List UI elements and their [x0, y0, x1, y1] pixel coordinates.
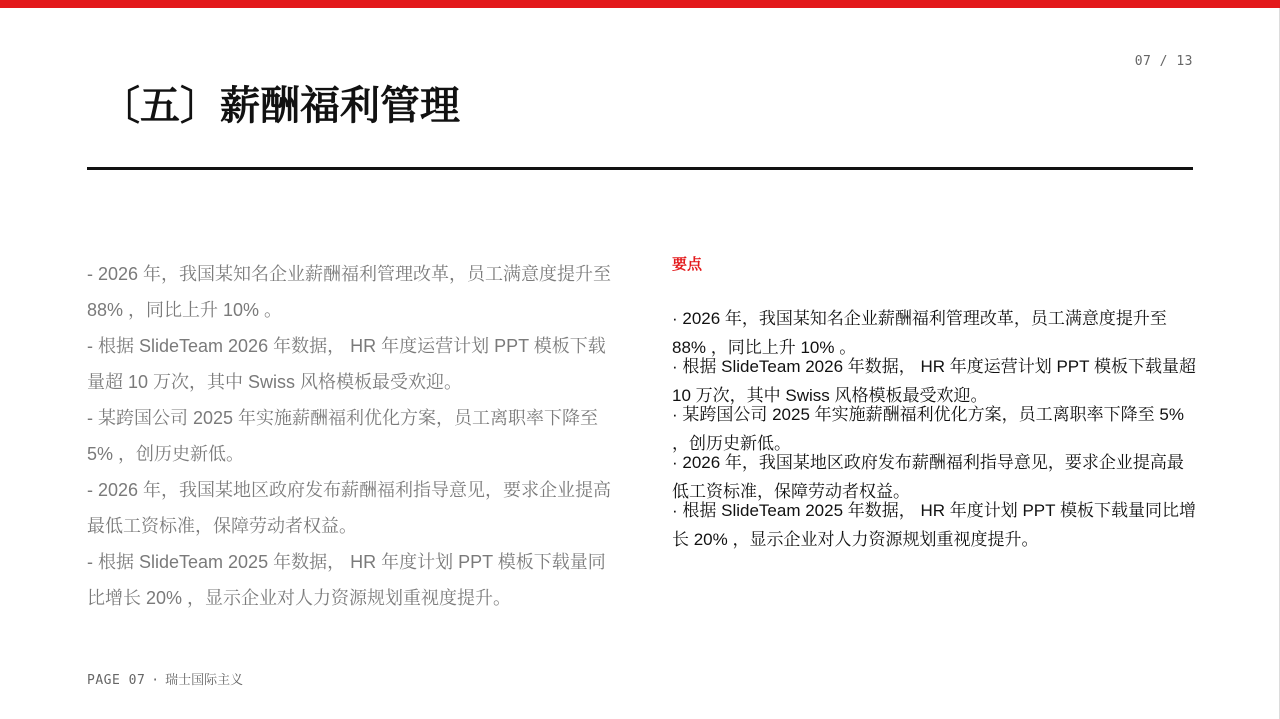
key-point-item: · 根据 SlideTeam 2026 年数据， HR 年度运营计划 PPT 模板下载量超 10 万次，其中 Swiss 风格模板最受欢迎。 [672, 357, 1196, 405]
key-point-item: · 2026 年，我国某知名企业薪酬福利管理改革，员工满意度提升至 88% ，同比上升 10% 。 [672, 309, 1167, 357]
key-point-item: · 某跨国公司 2025 年实施薪酬福利优化方案，员工离职率下降至 5% ，创历史新低。 [672, 405, 1184, 453]
footer-separator: · [151, 673, 160, 688]
title-divider [87, 167, 1193, 170]
key-points-heading: 要点 [672, 256, 703, 273]
footer-page-label: PAGE 07 [87, 673, 146, 688]
top-accent-bar [0, 0, 1280, 8]
left-list-item: - 根据 SlideTeam 2025 年数据， HR 年度计划 PPT 模板下载量同比增长 20% ，显示企业对人力资源规划重视度提升。 [87, 552, 606, 608]
footer-section-name: 瑞士国际主义 [165, 673, 244, 688]
left-content-column [87, 256, 622, 616]
left-list-item: - 2026 年，我国某地区政府发布薪酬福利指导意见，要求企业提高最低工资标准，保障劳动者权益。 [87, 480, 612, 536]
footer [87, 669, 243, 688]
key-points-column [672, 254, 1200, 549]
key-point-item: · 2026 年，我国某地区政府发布薪酬福利指导意见，要求企业提高最低工资标准，保障劳动者权益。 [672, 453, 1184, 501]
left-list-item: - 根据 SlideTeam 2026 年数据， HR 年度运营计划 PPT 模板下载量超 10 万次，其中 Swiss 风格模板最受欢迎。 [87, 336, 606, 392]
page-counter: 07 / 13 [1134, 54, 1193, 69]
key-point-item: · 根据 SlideTeam 2025 年数据， HR 年度计划 PPT 模板下载量同比增长 20% ，显示企业对人力资源规划重视度提升。 [672, 501, 1196, 549]
left-list-item: - 某跨国公司 2025 年实施薪酬福利优化方案，员工离职率下降至 5% ，创历史新低。 [87, 408, 599, 464]
left-list-item: - 2026 年，我国某知名企业薪酬福利管理改革，员工满意度提升至 88% ，同比上升 10% 。 [87, 264, 612, 320]
slide-title: 〔五〕薪酬福利管理 [100, 83, 460, 129]
